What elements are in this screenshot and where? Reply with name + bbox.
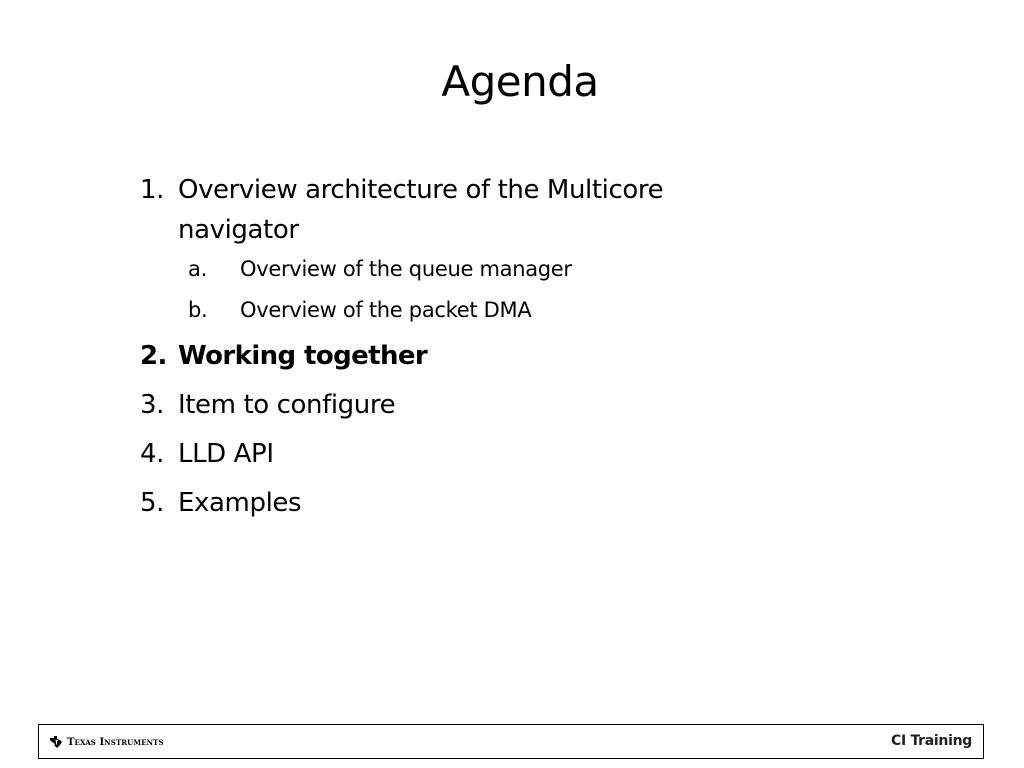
agenda-item-2-current bbox=[140, 336, 760, 376]
slide-title: Agenda bbox=[441, 57, 599, 106]
texas-state-icon bbox=[49, 735, 63, 749]
ti-logo-text: Texas Instruments bbox=[67, 736, 164, 748]
agenda-item-3 bbox=[140, 385, 760, 425]
slide-footer bbox=[38, 724, 984, 759]
agenda-subitem-a bbox=[188, 254, 760, 284]
agenda-subitem-letter: b. bbox=[188, 298, 208, 322]
agenda-subitems bbox=[188, 254, 760, 325]
agenda-subitem-label: Overview of the queue manager bbox=[240, 257, 572, 281]
agenda-subitem-b bbox=[188, 295, 760, 325]
agenda-subitem-label: Overview of the packet DMA bbox=[240, 298, 532, 322]
agenda-item-number: 1. bbox=[140, 175, 165, 205]
agenda-item-label: LLD API bbox=[178, 439, 274, 469]
agenda-subitem-letter: a. bbox=[188, 257, 207, 281]
agenda-item-label: Overview architecture of the Multicore navigator bbox=[178, 175, 664, 245]
agenda-item-label: Item to configure bbox=[178, 390, 396, 420]
agenda-item-number: 3. bbox=[140, 390, 165, 420]
agenda-item-1 bbox=[140, 170, 760, 250]
agenda-item-label: Examples bbox=[178, 488, 302, 518]
agenda-item-4 bbox=[140, 434, 760, 474]
agenda-item-number: 5. bbox=[140, 488, 165, 518]
agenda-item-5 bbox=[140, 483, 760, 523]
ti-logo bbox=[49, 735, 164, 749]
footer-course-label: CI Training bbox=[891, 733, 972, 749]
agenda-item-label: Working together bbox=[178, 341, 428, 371]
agenda-list bbox=[140, 170, 760, 532]
agenda-item-number: 4. bbox=[140, 439, 165, 469]
agenda-item-number: 2. bbox=[140, 341, 167, 371]
